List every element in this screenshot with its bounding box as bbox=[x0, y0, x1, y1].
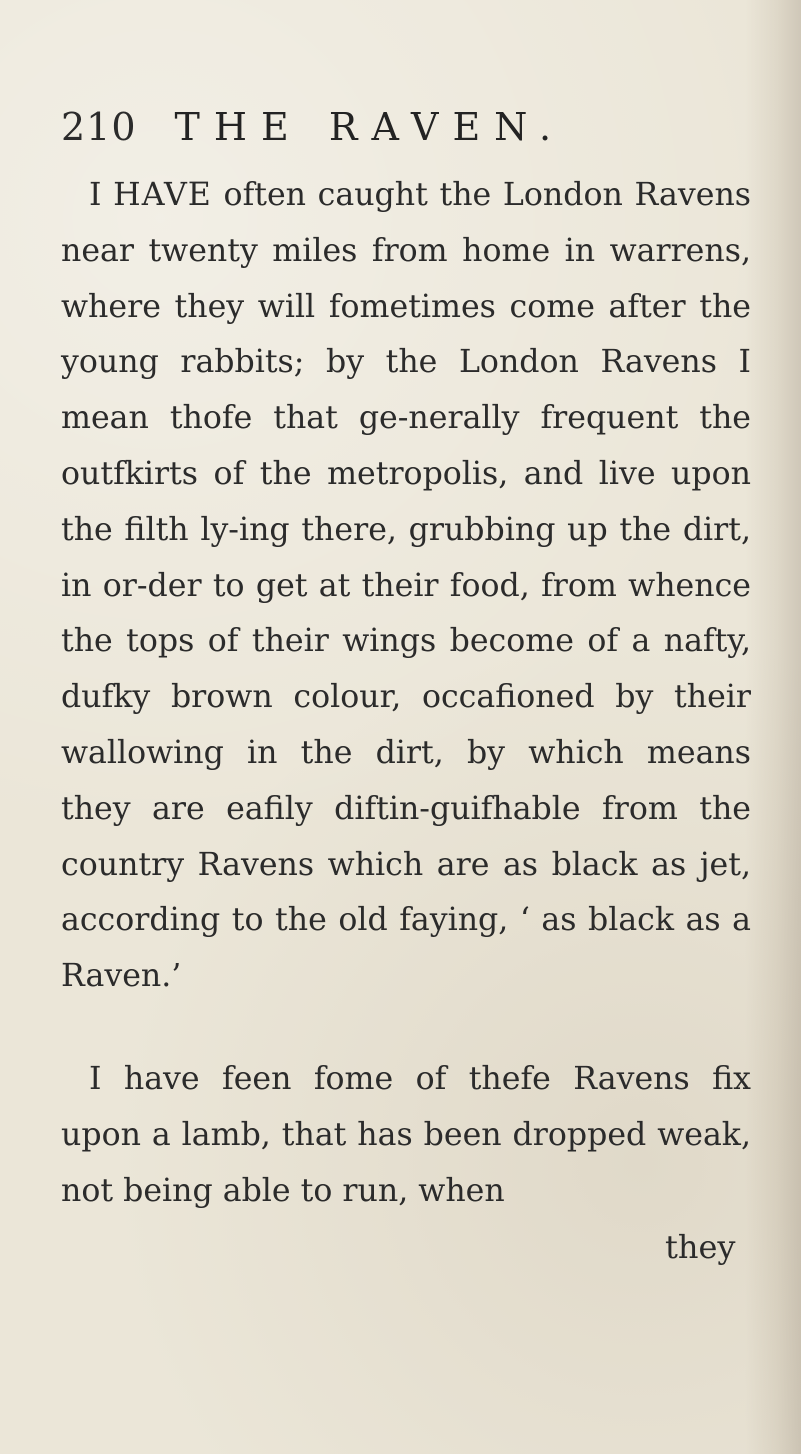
running-title: THE RAVEN. bbox=[174, 105, 566, 149]
lead-initial: I bbox=[89, 177, 102, 213]
paragraph-1-text: often caught the London Ravens near twenty miles from home in warrens, where they will fometimes come after the young rabbits; by the London Ravens I mean thofe that ge-nerally frequent the outfkirts of the metropolis, and live upon the filth ly-ing there, grubbing up the dirt, in or-der to get at their food, from whence the tops of their wings become of a nafty, dufky brown colour, occafioned by their wallowing in the dirt, by which means they are eafily diftin-guifhable from the country Ravens which are as black as jet, according to the old faying, ‘ as black as a Raven.’ bbox=[61, 177, 751, 995]
page-number: 210 bbox=[61, 105, 137, 149]
lead-word: HAVE bbox=[113, 177, 212, 213]
page-header bbox=[61, 105, 751, 165]
paragraph-2 bbox=[61, 1052, 751, 1219]
paragraph-2-text: I have feen fome of thefe Ravens fix upon a lamb, that has been dropped weak, not being able to run, when bbox=[61, 1061, 751, 1209]
catchword: they bbox=[665, 1228, 736, 1266]
paragraph-1 bbox=[61, 168, 751, 1005]
